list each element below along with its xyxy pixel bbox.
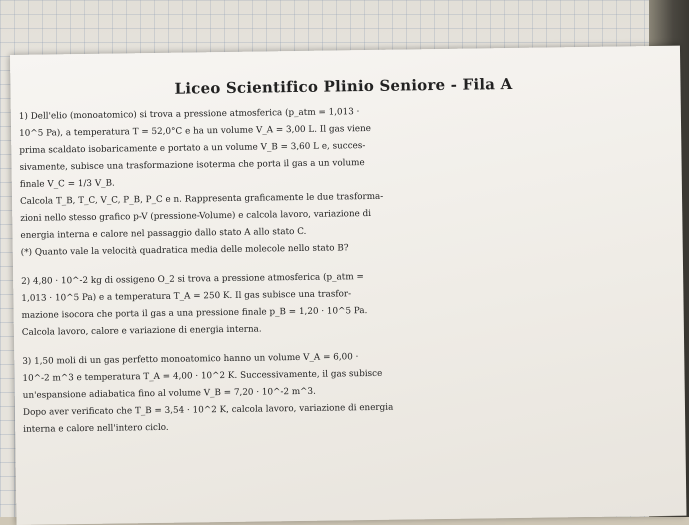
- problem-1-line-3: prima scaldato isobaricamente e portato a un volume V_B = 3,60 L e, succes-: [19, 141, 366, 156]
- problem-2-line-3: mazione isocora che porta il gas a una pressione finale p_B = 1,20 · 10^5 Pa.: [21, 306, 368, 321]
- problem-1-line-6: Calcola T_B, T_C, V_C, P_B, P_C e n. Rappresenta graficamente le due trasforma-: [19, 191, 384, 207]
- exam-sheet: [10, 46, 686, 525]
- problem-3: [22, 345, 673, 439]
- problem-1-line-7: zioni nello stesso grafico p-V (pressione-Volume) e calcola lavoro, variazione di: [20, 208, 372, 224]
- problem-3-line-4: Dopo aver verificato che T_B = 3,54 · 10^2 K, calcola lavoro, variazione di energia: [22, 402, 394, 418]
- problem-1-line-9: (*) Quanto vale la velocità quadratica media delle molecole nello stato B?: [20, 243, 349, 258]
- problem-2-line-4: Calcola lavoro, calore e variazione di energia interna.: [21, 324, 262, 338]
- problem-1-line-8: energia interna e calore nel passaggio dallo stato A allo stato C.: [20, 226, 307, 241]
- exam-title: Liceo Scientifico Plinio Seniore - Fila A: [174, 74, 513, 98]
- problem-1-line-2: 10^5 Pa), a temperatura T = 52,0°C e ha un volume V_A = 3,00 L. Il gas viene: [19, 123, 372, 139]
- problem-1-line-5: finale V_C = 1/3 V_B.: [19, 178, 115, 190]
- problem-3-line-5: interna e calore nell'intero ciclo.: [23, 422, 169, 435]
- exam-content: [18, 74, 673, 439]
- problem-3-line-1: 3) 1,50 moli di un gas perfetto monoatomico hanno un volume V_A = 6,00 ·: [22, 352, 359, 367]
- problem-3-line-3: un'espansione adiabatica fino al volume V_B = 7,20 · 10^-2 m^3.: [22, 386, 317, 401]
- problem-1-line-1: 1) Dell'elio (monoatomico) si trova a pressione atmosferica (p_atm = 1,013 ·: [18, 107, 360, 122]
- problem-2-line-2: 1,013 · 10^5 Pa) e a temperatura T_A = 250 K. Il gas subisce una trasfor-: [21, 289, 352, 304]
- problem-3-line-2: 10^-2 m^3 e temperatura T_A = 4,00 · 10^2 K. Successivamente, il gas subisce: [22, 368, 383, 384]
- problem-1: [19, 100, 671, 262]
- problem-2-line-1: 2) 4,80 · 10^-2 kg di ossigeno O_2 si trova a pressione atmosferica (p_atm =: [21, 272, 364, 287]
- problem-2: [21, 265, 672, 342]
- problem-1-line-4: sivamente, subisce una trasformazione isoterma che porta il gas a un volume: [19, 158, 365, 173]
